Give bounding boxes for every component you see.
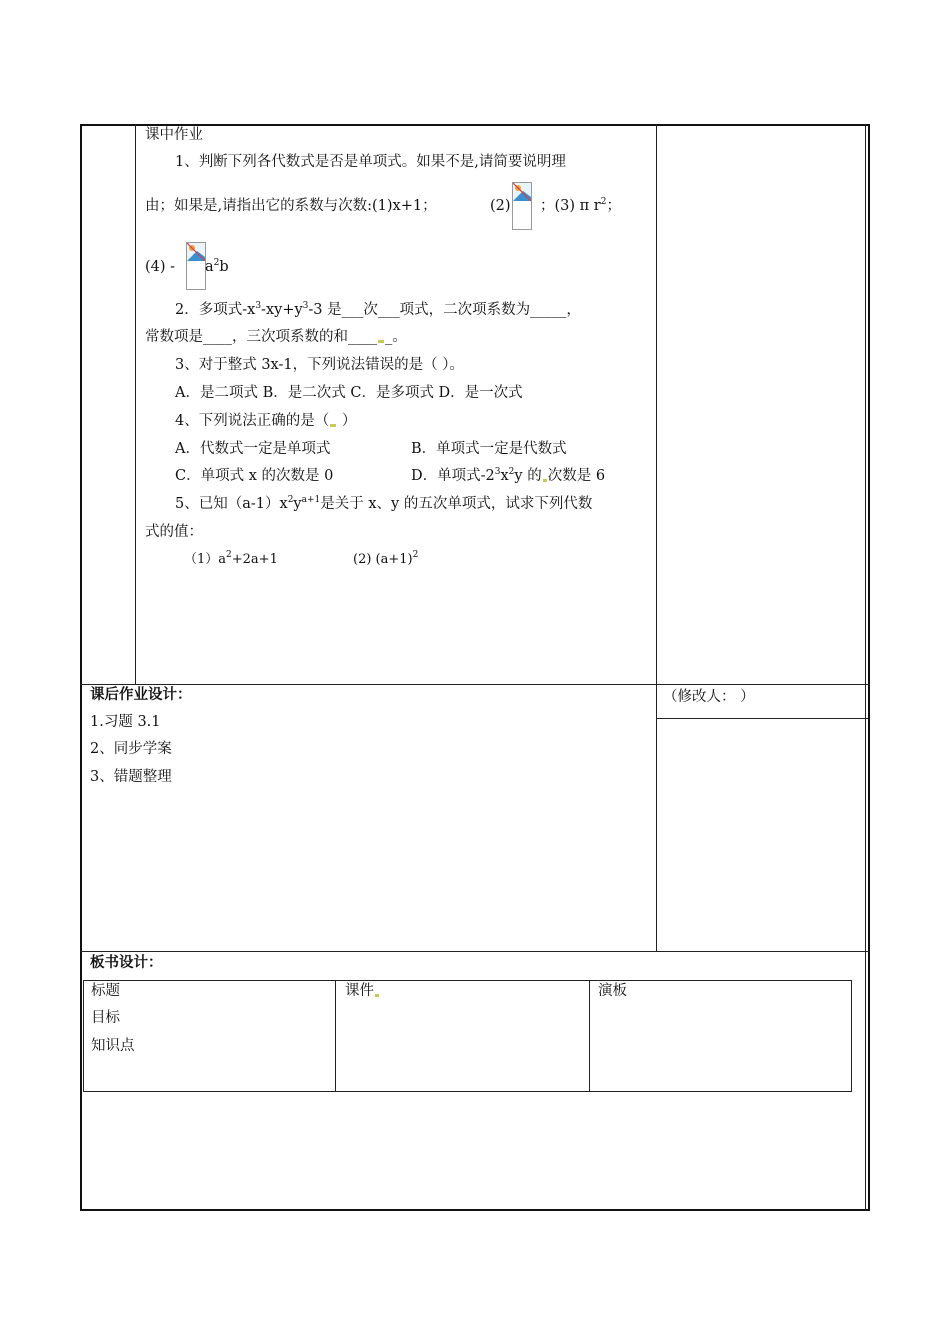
board-table-left bbox=[83, 980, 84, 1092]
outer-left-border bbox=[80, 124, 82, 1211]
outer-right-border bbox=[868, 124, 870, 1211]
homework-item-3: 3、错题整理 bbox=[90, 769, 172, 785]
q1-line-2: 由；如果是,请指出它的系数与次数:(1)x+1； bbox=[145, 198, 437, 214]
in-class-title: 课中作业 bbox=[145, 127, 203, 143]
q5-part-1: $(1)a^2+2a+1$ bbox=[184, 550, 278, 567]
q4-option-c: C．单项式 x 的次数是 0 bbox=[175, 468, 334, 484]
q4-option-d: D．单项式$-2^3x^2y$ 的 次数是 6 bbox=[411, 467, 606, 484]
board-table-right bbox=[851, 980, 852, 1092]
homework-title: 课后作业设计： bbox=[90, 687, 192, 703]
board-table-bottom bbox=[83, 1091, 852, 1092]
q5-line-1: 5、已知$(a-1)x^2y^{a+1}$是关于 x、y 的五次单项式，试求下列代数 bbox=[175, 495, 593, 512]
q1-item-2-label: (2) bbox=[490, 198, 511, 214]
q3-options: A．是二项式 B．是二次式 C．是多项式 D．是一次式 bbox=[175, 385, 523, 401]
q5-line-2: 式的值： bbox=[145, 524, 203, 540]
image-icon bbox=[513, 183, 531, 201]
fraction-image-placeholder bbox=[512, 182, 532, 230]
q2-line-2: 常数项是____，三次项系数的和____ _。 bbox=[145, 329, 407, 345]
board-col3-demo: 演板 bbox=[598, 983, 627, 999]
board-col1-title: 标题 bbox=[91, 983, 120, 999]
board-col2-courseware: 课件 bbox=[345, 982, 380, 1000]
homework-item-2: 2、同步学案 bbox=[90, 741, 172, 757]
left-column-divider bbox=[135, 124, 136, 684]
q4-option-a: A．代数式一定是单项式 bbox=[175, 441, 331, 457]
board-table-divider-2 bbox=[589, 980, 590, 1092]
q1-item-3: ；(3) π $r^2$； bbox=[540, 197, 621, 214]
q4-line-1: 4、下列说法正确的是（ ） bbox=[175, 413, 357, 429]
reviser-note: （修改人： ） bbox=[663, 689, 755, 705]
section-divider-2 bbox=[80, 951, 870, 952]
board-col1-knowledge: 知识点 bbox=[91, 1038, 135, 1054]
q5-part-2: (2) $(a+1)^2$ bbox=[353, 550, 419, 567]
coefficient-image-placeholder bbox=[186, 242, 206, 290]
q4-option-b: B．单项式一定是代数式 bbox=[411, 441, 567, 457]
board-table-divider-1 bbox=[335, 980, 336, 1092]
reviser-divider bbox=[656, 718, 868, 719]
outer-bottom-border bbox=[80, 1209, 870, 1211]
right-column-divider bbox=[656, 124, 657, 952]
board-col1-goal: 目标 bbox=[91, 1010, 120, 1026]
section-divider-1 bbox=[80, 684, 870, 685]
q1-item-4-term: $a^2b$ bbox=[205, 258, 229, 275]
board-title: 板书设计： bbox=[90, 955, 163, 971]
outer-inner-right-border bbox=[865, 124, 866, 1211]
q2-line-1: 2．多项式$-x^3-xy+y^3-3$ 是___次___项式，二次项系数为_____， bbox=[175, 301, 581, 318]
image-icon bbox=[187, 243, 205, 261]
board-table-top bbox=[83, 980, 852, 981]
q1-line-1: 1、判断下列各代数式是否是单项式。如果不是,请简要说明理 bbox=[175, 154, 566, 170]
q3-line-1: 3、对于整式 3x-1，下列说法错误的是（ ）。 bbox=[175, 357, 464, 373]
homework-item-1: 1.习题 3.1 bbox=[90, 714, 161, 730]
q1-item-4-label: (4) - bbox=[145, 259, 176, 275]
